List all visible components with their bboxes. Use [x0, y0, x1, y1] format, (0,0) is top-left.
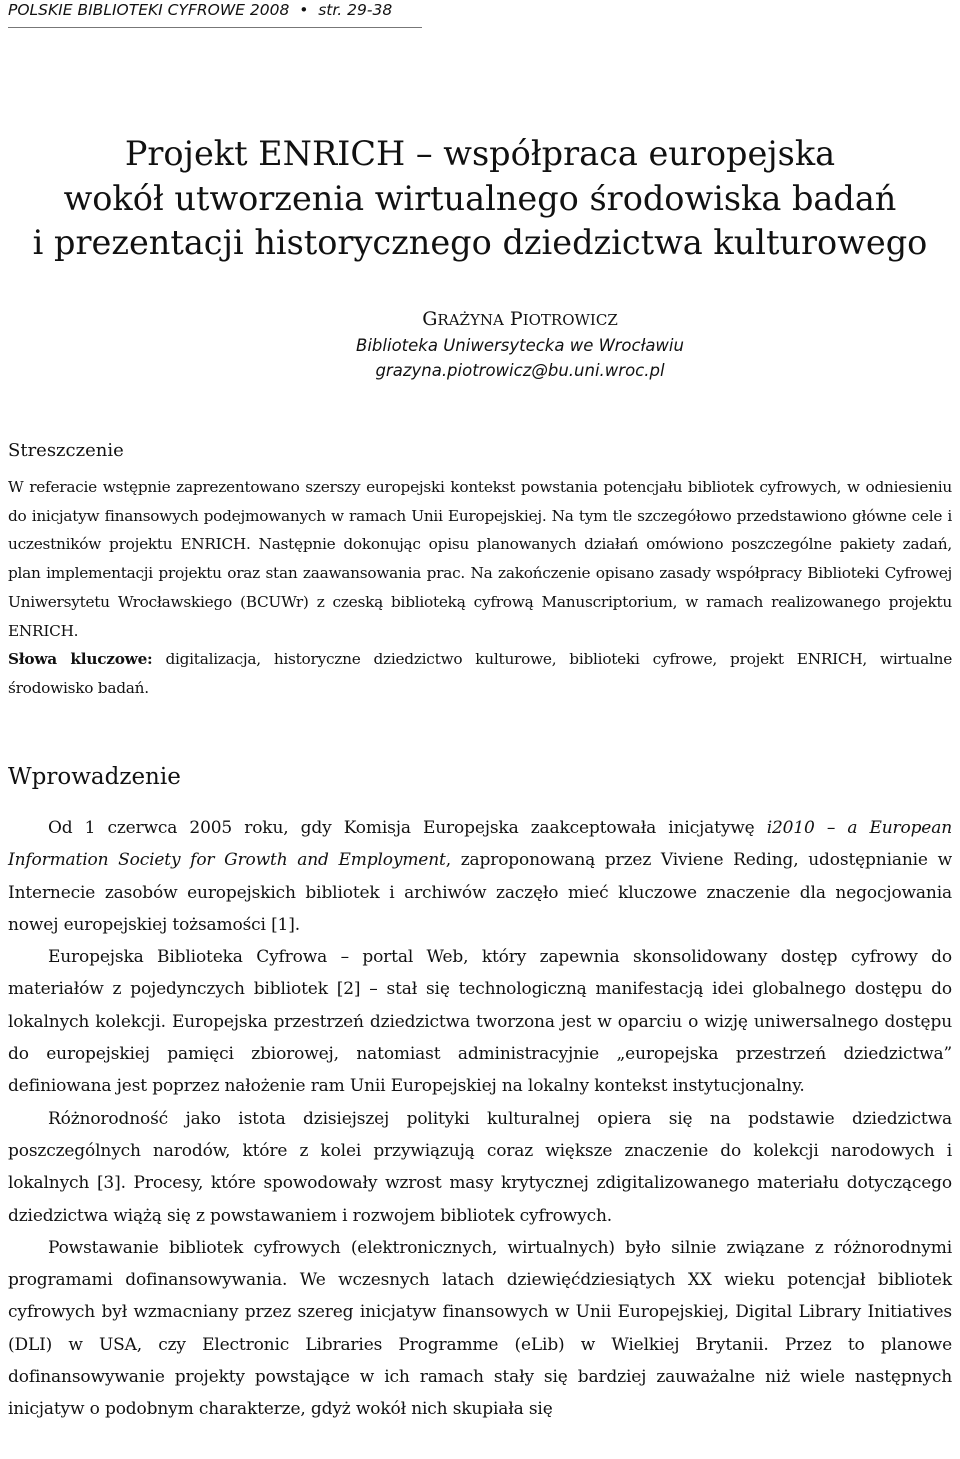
paragraph-1-end: , zaproponowaną przez Viviene Reding, udostępnianie w Internecie zasobów europejskich bibliotek i archiwów zaczęło mieć kluczowe znaczenie dla negocjowania nowej europejskiej tożsamości [1].: [8, 850, 952, 935]
paragraph-2: Europejska Biblioteka Cyfrowa – portal Web, który zapewnia skonsolidowany dostęp cyfrowy do materiałów z pojedynczych bibliotek [2] – stał się technologiczną manifestacją idei globalnego dostępu do lokalnych kolekcji. Europejska przestrzeń dziedzictwa tworzona jest w oparciu o wizję uniwersalnego dostępu do europejskiej pamięci zbiorowej, natomiast administracyjnie „europejska przestrzeń dziedzictwa” definiowana jest poprzez nałożenie ram Unii Europejskiej na lokalny kontekst instytucjonalny.: [8, 947, 952, 1097]
keywords-text: digitalizacja, historyczne dziedzictwo kulturowe, biblioteki cyfrowe, projekt ENRICH, wirtualne środowisko badań.: [8, 650, 952, 697]
keywords-label: Słowa kluczowe:: [8, 650, 153, 669]
author-block: [320, 306, 720, 383]
paragraph-1-start: Od 1 czerwca 2005 roku, gdy Komisja Europejska zaakceptowała inicjatywę: [48, 818, 767, 838]
author-affiliation: Biblioteka Uniwersytecka we Wrocławiu: [356, 336, 684, 355]
author-name: [320, 306, 720, 333]
header-rule: [8, 27, 422, 28]
paragraph-3: Różnorodność jako istota dzisiejszej polityki kulturalnej opiera się na podstawie dziedzictwa poszczególnych narodów, które z kolei przywiązują coraz większe znaczenie do kolekcji narodowych i lokalnych [3]. Procesy, które spowodowały wzrost masy krytycznej zdigitalizowanego materiału dotyczącego dziedzictwa wiążą się z powstawaniem i rozwojem bibliotek cyfrowych.: [8, 1108, 952, 1226]
author-last-rest: IOTROWICZ: [522, 311, 618, 329]
title-line-1: Projekt ENRICH – współpraca europejska: [124, 134, 836, 173]
page-range: str. 29-38: [318, 1, 393, 19]
keywords: [8, 645, 952, 702]
header-bullet: •: [299, 1, 309, 19]
abstract: [8, 473, 952, 703]
author-first-rest: RAŻYNA: [437, 311, 504, 329]
introduction-body: [8, 812, 952, 1426]
author-last-initial: P: [509, 308, 523, 330]
abstract-heading: Streszczenie: [8, 440, 124, 461]
journal-name: POLSKIE BIBLIOTEKI CYFROWE 2008: [8, 1, 290, 19]
running-header: [8, 0, 408, 20]
title-line-3: i prezentacji historycznego dziedzictwa kulturowego: [32, 223, 928, 262]
paper-title: [0, 132, 960, 266]
paragraph-1: [8, 812, 952, 941]
author-email-link[interactable]: grazyna.piotrowicz@bu.uni.wroc.pl: [375, 361, 665, 380]
title-line-2: wokół utworzenia wirtualnego środowiska badań: [63, 178, 897, 218]
introduction-heading: Wprowadzenie: [8, 764, 181, 790]
abstract-text: W referacie wstępnie zaprezentowano szerszy europejski kontekst powstania potencjału bibliotek cyfrowych, w odniesieniu do inicjatyw finansowych podejmowanych w ramach Unii Europejskiej. Na tym tle szczegółowo przedstawiono główne cele i uczestników projektu ENRICH. Następnie dokonując opisu planowanych działań omówiono poszczególne pakiety zadań, plan implementacji projektu oraz stan zaawansowania prac. Na zakończenie opisano zasady współpracy Biblioteki Cyfrowej Uniwersytetu Wrocławskiego (BCUWr) z czeską biblioteką cyfrową Manuscriptorium, w ramach realizowanego projektu ENRICH.: [8, 478, 952, 640]
initiative-name: i2010 – a European Information Society for Growth and Employment: [8, 818, 952, 871]
paragraph-4: Powstawanie bibliotek cyfrowych (elektronicznych, wirtualnych) było silnie związane z różnorodnymi programami dofinansowywania. We wczesnych latach dziewięćdziesiątych XX wieku potencjał bibliotek cyfrowych był wzmacniany przez szereg inicjatyw finansowych w Unii Europejskiej, Digital Library Initiatives (DLI) w USA, czy Electronic Libraries Programme (eLib) w Wielkiej Brytanii. Przez to planowe dofinansowywanie projekty powstające w ich ramach stały się bardziej zauważalne niż wiele następnych inicjatyw o podobnym charakterze, gdyż wokół nich skupiała się: [8, 1237, 952, 1420]
author-first-initial: G: [422, 308, 438, 330]
